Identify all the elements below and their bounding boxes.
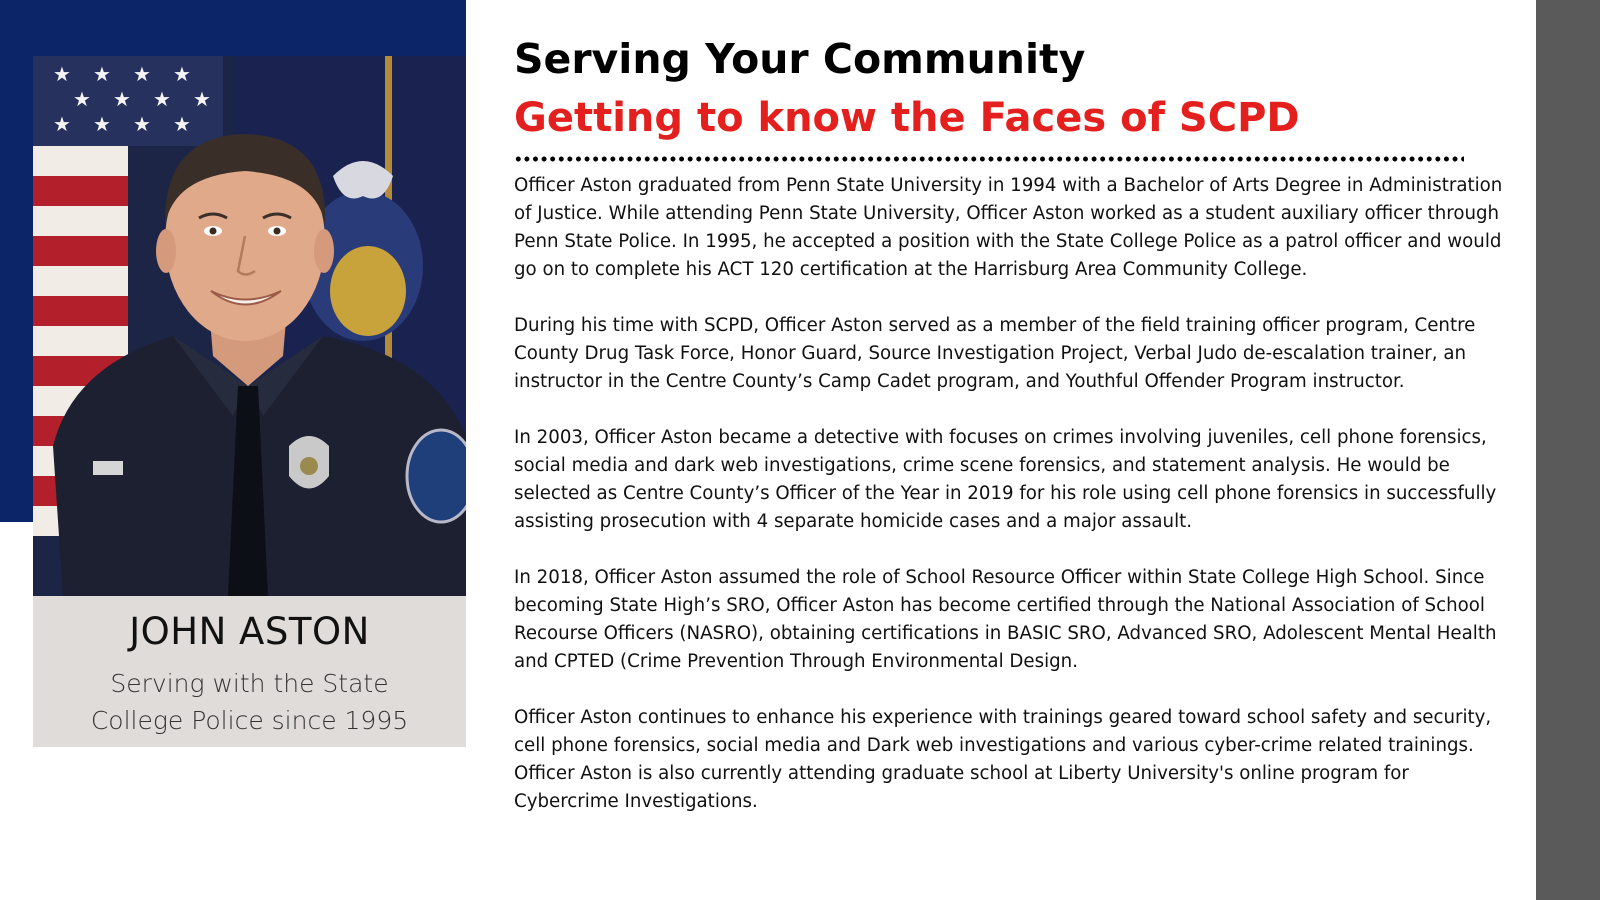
svg-text:★: ★ — [153, 87, 171, 111]
officer-tagline: Serving with the State College Police since 1995 — [90, 669, 409, 735]
page-subtitle: Getting to know the Faces of SCPD — [514, 95, 1300, 141]
bio-paragraph: In 2018, Officer Aston assumed the role of School Resource Officer within State College High School. Since becoming State High’s SRO, Officer Aston has become certified through the National Association of School Recourse Officers (NASRO), obtaining certifications in BASIC SRO, Advanced SRO, Adolescent Mental Health and CPTED (Crime Prevention Through Environmental Design. — [514, 567, 1497, 672]
bio-paragraph: In 2003, Officer Aston became a detective with focuses on crimes involving juveniles, cell phone forensics, social media and dark web investigations, crime scene forensics, and statement analysis. He would be selected as Centre County’s Officer of the Year in 2019 for his role using cell phone forensics in successfully assisting prosecution with 4 separate homicide cases and a major assault. — [514, 427, 1497, 532]
svg-text:★: ★ — [53, 112, 71, 136]
svg-text:★: ★ — [113, 87, 131, 111]
page-title: Serving Your Community — [514, 35, 1086, 83]
svg-text:★: ★ — [93, 62, 111, 86]
main-content — [514, 30, 1519, 844]
svg-text:★: ★ — [133, 112, 151, 136]
bio-paragraph: Officer Aston graduated from Penn State University in 1994 with a Bachelor of Arts Degree in Administration of Justice. While attending Penn State University, Officer Aston worked as a student auxiliary officer through Penn State Police. In 1995, he accepted a position with the State College Police as a patrol officer and would go on to complete his ACT 120 certification at the Harrisburg Area Community College. — [514, 175, 1503, 280]
svg-text:★: ★ — [193, 87, 211, 111]
svg-text:★: ★ — [133, 62, 151, 86]
dotted-divider — [514, 156, 1464, 162]
svg-text:★: ★ — [73, 87, 91, 111]
bio-text — [514, 172, 1519, 816]
officer-name: JOHN ASTON — [129, 610, 370, 653]
svg-text:★: ★ — [173, 112, 191, 136]
right-gray-bar — [1536, 0, 1600, 900]
bio-paragraph: During his time with SCPD, Officer Aston served as a member of the field training officer program, Centre County Drug Task Force, Honor Guard, Source Investigation Project, Verbal Judo de-escalation trainer, an instructor in the Centre County’s Camp Cadet program, and Youthful Offender Program instructor. — [514, 315, 1476, 392]
svg-text:★: ★ — [93, 112, 111, 136]
svg-text:★: ★ — [53, 62, 71, 86]
bio-paragraph: Officer Aston continues to enhance his experience with trainings geared toward school safety and security, cell phone forensics, social media and Dark web investigations and various cyber-crime related trainings. Officer Aston is also currently attending graduate school at Liberty University's online program for Cybercrime Investigations. — [514, 707, 1492, 812]
name-caption-box — [33, 596, 466, 747]
svg-text:★: ★ — [173, 62, 191, 86]
officer-portrait-photo — [33, 56, 466, 596]
